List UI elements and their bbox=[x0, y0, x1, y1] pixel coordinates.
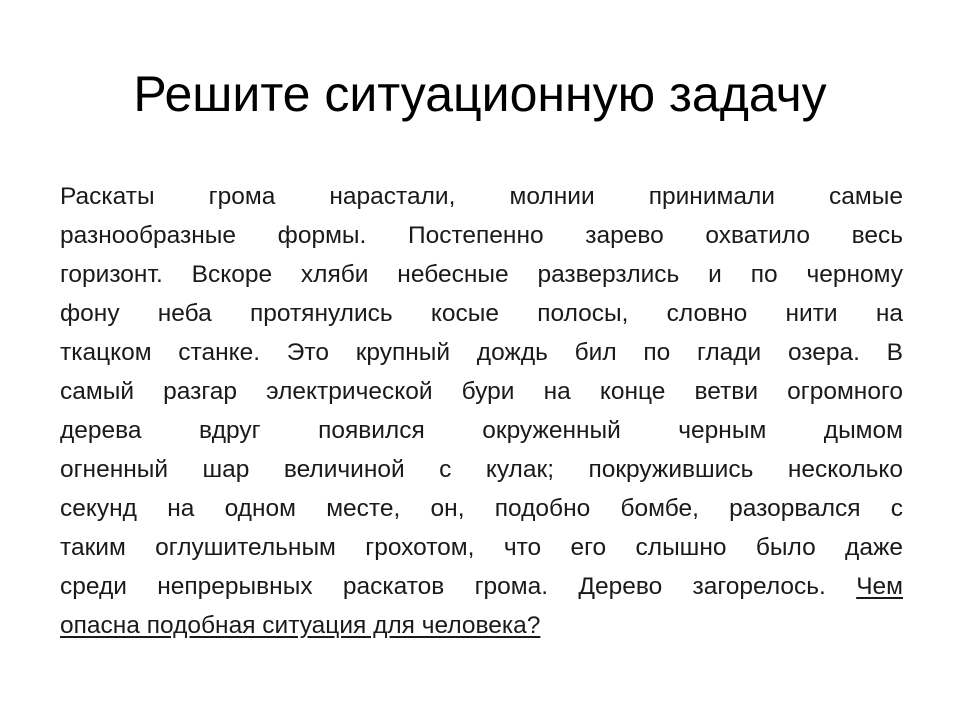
question-start: Чем bbox=[856, 573, 903, 600]
slide-title: Решите ситуационную задачу bbox=[133, 66, 827, 122]
task-line-9: секунд на одном месте, он, подобно бомбе, разорвался с bbox=[60, 495, 903, 522]
task-line-11 bbox=[60, 567, 903, 606]
task-line-4: фону неба протянулись косые полосы, словно нити на bbox=[60, 300, 903, 327]
task-line-10: таким оглушительным грохотом, что его слышно было даже bbox=[60, 534, 903, 561]
task-line-5: ткацком станке. Это крупный дождь бил по глади озера. В bbox=[60, 339, 903, 366]
task-line-3: горизонт. Вскоре хляби небесные разверзлись и по черному bbox=[60, 261, 903, 288]
task-line-12 bbox=[60, 606, 903, 645]
task-line-2: разнообразные формы. Постепенно зарево охватило весь bbox=[60, 222, 903, 249]
task-line-7: дерева вдруг появился окруженный черным дымом bbox=[60, 417, 903, 444]
question-end: опасна подобная ситуация для человека? bbox=[60, 612, 541, 639]
task-line-6: самый разгар электрической бури на конце ветви огромного bbox=[60, 378, 903, 405]
task-text bbox=[60, 177, 903, 645]
task-line-11-text: среди непрерывных раскатов грома. Дерево загорелось. bbox=[60, 573, 826, 600]
task-line-8: огненный шар величиной с кулак; покружившись несколько bbox=[60, 456, 903, 483]
task-line-1: Раскаты грома нарастали, молнии принимали самые bbox=[60, 183, 903, 210]
